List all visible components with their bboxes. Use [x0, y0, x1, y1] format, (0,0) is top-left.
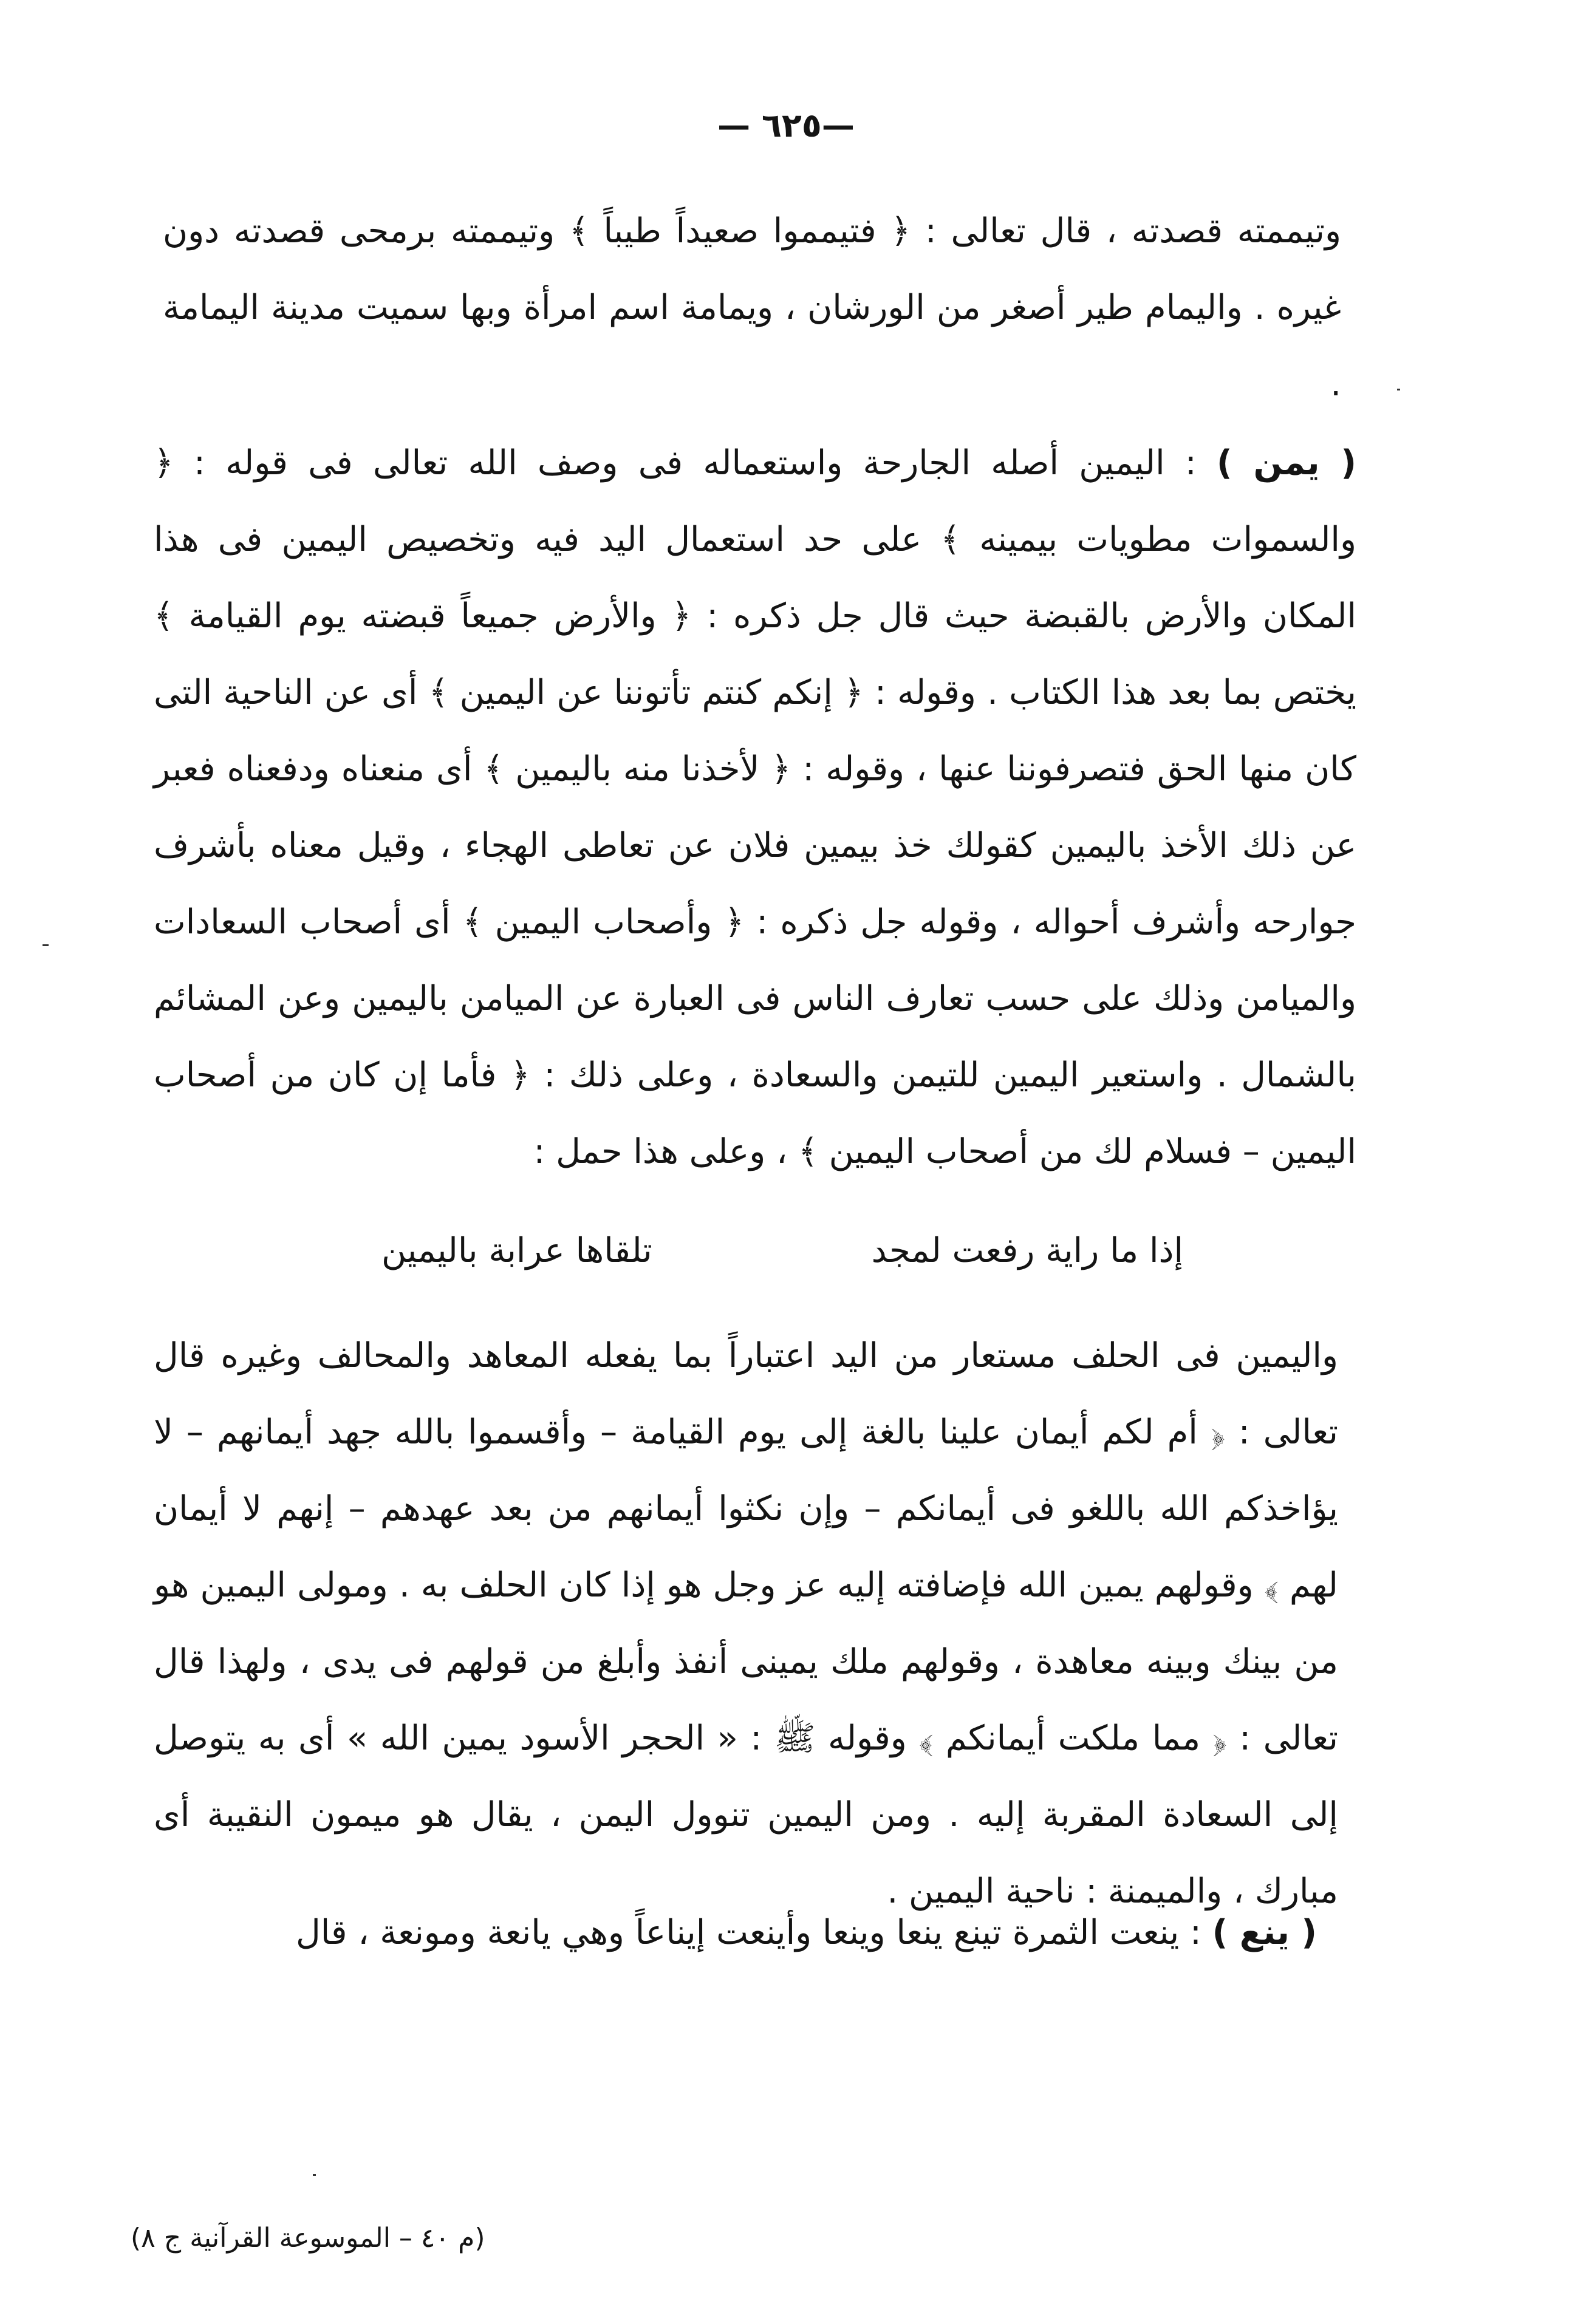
- verse-first-hemistich: إذا ما راية رفعت لمجد: [871, 1231, 1183, 1270]
- page-number: —٦٢٥ —: [717, 106, 855, 145]
- entry-heading-yana: ( ينع ): [1212, 1913, 1317, 1952]
- poetry-verse: [381, 1221, 1183, 1281]
- entry-heading-yamin: ( يمن ): [1216, 443, 1356, 483]
- paragraph-tayammum: وتيممته قصدته ، قال تعالى : ﴿ فتيمموا صعيداً طيباً ﴾ وتيممته برمحى قصدته دون غيره . واليمام طير أصغر من الورشان ، ويمامة اسم امرأة وبها سميت مدينة اليمامة .: [163, 211, 1341, 404]
- scan-speck: [313, 2174, 316, 2176]
- scan-speck: [43, 944, 49, 946]
- entry-yana: [163, 1895, 1317, 1971]
- entry-text-yana: : ينعت الثمرة تينع ينعا وينعا وأينعت إيناعاً وهي يانعة ومونعة ، قال: [296, 1913, 1212, 1952]
- entry-yamin: [154, 425, 1356, 1190]
- page-footer: (م ٤٠ – الموسوعة القرآنية ج ٨): [131, 2223, 485, 2254]
- entry-text-yamin: : اليمين أصله الجارحة واستعماله فى وصف الله تعالى فى قوله : ﴿ والسموات مطويات بيمينه ﴾ على حد استعمال اليد فيه وتخصيص اليمين فى هذا المكان والأرض بالقبضة حيث قال جل ذكره : ﴿ والأرض جميعاً قبضته يوم القيامة ﴾ يختص بما بعد هذا الكتاب . وقوله : ﴿ إنكم كنتم تأتوننا عن اليمين ﴾ أى عن الناحية التى كان منها الحق فتصرفوننا عنها ، وقوله : ﴿ لأخذنا منه باليمين ﴾ أى منعناه ودفعناه فعبر عن ذلك الأخذ باليمين كقولك خذ بيمين فلان عن تعاطى الهجاء ، وقيل معناه بأشرف جوارحه وأشرف أحواله ، وقوله جل ذكره : ﴿ وأصحاب اليمين ﴾ أى أصحاب السعادات والميامن وذلك على حسب تعارف الناس فى العبارة عن الميامن باليمين وعن المشائم بالشمال . واستعير اليمين للتيمن والسعادة ، وعلى ذلك : ﴿ فأما إن كان من أصحاب اليمين – فسلام لك من أصحاب اليمين ﴾ ، وعلى هذا حمل :: [154, 443, 1356, 1171]
- paragraph-oath: واليمين فى الحلف مستعار من اليد اعتباراً بما يفعله المعاهد والمحالف وغيره قال تعالى : ﴿ أم لكم أيمان علينا بالغة إلى يوم القيامة – وأقسموا بالله جهد أيمانهم – لا يؤاخذكم الله باللغو فى أيمانكم – وإن نكثوا أيمانهم من بعد عهدهم – إنهم لا أيمان لهم ﴾ وقولهم يمين الله فإضافته إليه عز وجل هو إذا كان الحلف به . ومولى اليمين هو من بينك وبينه معاهدة ، وقولهم ملك يمينى أنفذ وأبلغ من قولهم فى يدى ، ولهذا قال تعالى : ﴿ مما ملكت أيمانكم ﴾ وقوله ﷺ : « الحجر الأسود يمين الله » أى به يتوصل إلى السعادة المقربة إليه . ومن اليمين تنوول اليمن ، يقال هو ميمون النقيبة أى مبارك ، والميمنة : ناحية اليمين .: [154, 1336, 1338, 1911]
- verse-second-hemistich: تلقاها عرابة باليمين: [381, 1231, 652, 1270]
- scan-speck: [1397, 389, 1400, 390]
